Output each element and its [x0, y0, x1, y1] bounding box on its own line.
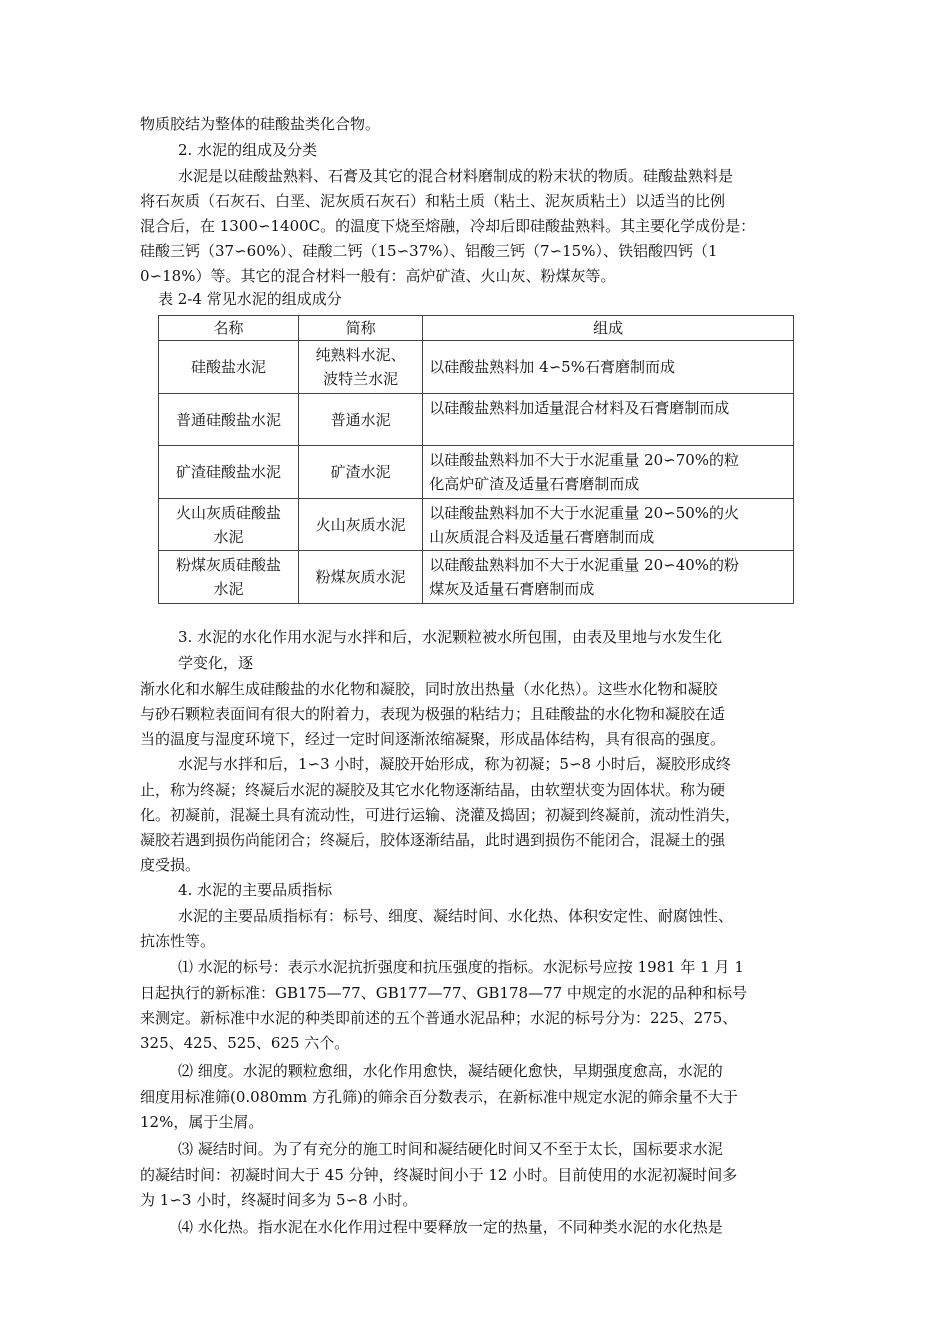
paragraph-line: 325、425、525、625 六个。	[140, 1034, 350, 1052]
table-row	[159, 394, 794, 446]
paragraph-line: ⑶ 凝结时间。为了有充分的施工时间和凝结硬化时间又不至于太长，国标要求水泥	[178, 1140, 723, 1158]
section-heading: 4. 水泥的主要品质指标	[178, 881, 333, 899]
table-row	[159, 341, 794, 394]
header-composition: 组成	[423, 316, 794, 341]
table-row	[159, 551, 794, 604]
paragraph-line: 0∽18%）等。其它的混合材料一般有：高炉矿渣、火山灰、粉煤灰等。	[140, 267, 616, 285]
paragraph-line: 抗冻性等。	[140, 932, 216, 950]
table-caption: 表 2-4 常见水泥的组成成分	[158, 290, 342, 308]
paragraph-line: 与砂石颗粒表面间有很大的附着力，表现为极强的粘结力；且硅酸盐的水化物和凝胶在适	[140, 705, 726, 723]
section-heading: 2. 水泥的组成及分类	[178, 141, 318, 159]
cell-composition: 以硅酸盐熟料加不大于水泥重量 20∽50%的火 山灰质混合料及适量石膏磨制而成	[423, 499, 794, 551]
paragraph-line: ⑵ 细度。水泥的颗粒愈细，水化作用愈快，凝结硬化愈快，早期强度愈高，水泥的	[178, 1062, 723, 1080]
paragraph-line: 日起执行的新标准：GB175—77、GB177—77、GB178—77 中规定的水泥的品种和标号	[140, 984, 747, 1002]
paragraph-line: 为 1∽3 小时，终凝时间多为 5∽8 小时。	[140, 1191, 418, 1209]
section-heading: 3. 水泥的水化作用水泥与水拌和后，水泥颗粒被水所包围，由表及里地与水发生化	[178, 628, 723, 646]
cell-abbr: 纯熟料水泥、 波特兰水泥	[299, 341, 423, 394]
cement-composition-table	[158, 315, 794, 604]
cell-composition: 以硅酸盐熟料加不大于水泥重量 20∽70%的粒 化高炉矿渣及适量石膏磨制而成	[423, 446, 794, 499]
cell-name: 粉煤灰质硅酸盐 水泥	[159, 551, 299, 604]
table-header-row	[159, 316, 794, 341]
paragraph-line: 渐水化和水解生成硅酸盐的水化物和凝胶，同时放出热量（水化热）。这些水化物和凝胶	[140, 680, 718, 698]
cell-composition: 以硅酸盐熟料加不大于水泥重量 20∽40%的粉 煤灰及适量石膏磨制而成	[423, 551, 794, 604]
paragraph-line: 物质胶结为整体的硅酸盐类化合物。	[140, 115, 381, 133]
paragraph-line: 凝胶若遇到损伤尚能闭合；终凝后，胶体逐渐结晶，此时遇到损伤不能闭合，混凝土的强	[140, 831, 726, 849]
paragraph-line: ⑷ 水化热。指水泥在水化作用过程中要释放一定的热量，不同种类水泥的水化热是	[178, 1218, 723, 1236]
header-name: 名称	[159, 316, 299, 341]
paragraph-line: 化。初凝前，混凝土具有流动性，可进行运输、浇灌及捣固；初凝到终凝前，流动性消失，	[140, 806, 741, 824]
table-row	[159, 499, 794, 551]
paragraph-line: ⑴ 水泥的标号：表示水泥抗折强度和抗压强度的指标。水泥标号应按 1981 年 1 月 1	[178, 958, 744, 976]
cell-abbr: 矿渣水泥	[299, 446, 423, 499]
paragraph-line: 12%，属于尘屑。	[140, 1113, 264, 1131]
cell-name: 普通硅酸盐水泥	[159, 394, 299, 446]
paragraph-line: 当的温度与湿度环境下，经过一定时间逐渐浓缩凝聚，形成晶体结构，具有很高的强度。	[140, 730, 726, 748]
paragraph-line: 学变化，逐	[178, 654, 254, 672]
paragraph-line: 硅酸三钙（37∽60%）、硅酸二钙（15∽37%）、铝酸三钙（7∽15%）、铁铝酸四钙（1	[140, 242, 718, 260]
paragraph-line: 水泥是以硅酸盐熟料、石膏及其它的混合材料磨制成的粉末状的物质。硅酸盐熟料是	[178, 167, 734, 185]
paragraph-line: 细度用标准筛(0.080mm 方孔筛)的筛余百分数表示，在新标准中规定水泥的筛余量不大于	[140, 1088, 738, 1106]
cell-name: 火山灰质硅酸盐 水泥	[159, 499, 299, 551]
paragraph-line: 混合后，在 1300∽1400C。的温度下烧至熔融，冷却后即硅酸盐熟料。其主要化学成份是：	[140, 217, 756, 235]
table-row	[159, 446, 794, 499]
paragraph-line: 止，称为终凝；终凝后水泥的凝胶及其它水化物逐渐结晶，由软塑状变为固体状。称为硬	[140, 781, 726, 799]
cell-name: 硅酸盐水泥	[159, 341, 299, 394]
cell-name: 矿渣硅酸盐水泥	[159, 446, 299, 499]
cell-composition: 以硅酸盐熟料加 4∽5%石膏磨制而成	[423, 341, 794, 394]
cell-abbr: 火山灰质水泥	[299, 499, 423, 551]
cell-abbr: 粉煤灰质水泥	[299, 551, 423, 604]
paragraph-line: 来测定。新标准中水泥的种类即前述的五个普通水泥品种；水泥的标号分为：225、275、	[140, 1009, 738, 1027]
paragraph-line: 将石灰质（石灰石、白垩、泥灰质石灰石）和粘土质（粘土、泥灰质粘土）以适当的比例	[140, 192, 726, 210]
paragraph-line: 水泥的主要品质指标有：标号、细度、凝结时间、水化热、体积安定性、耐腐蚀性、	[178, 907, 734, 925]
cell-abbr: 普通水泥	[299, 394, 423, 446]
paragraph-line: 的凝结时间：初凝时间大于 45 分钟，终凝时间小于 12 小时。目前使用的水泥初凝时间多	[140, 1166, 738, 1184]
cell-composition: 以硅酸盐熟料加适量混合材料及石膏磨制而成	[423, 394, 794, 446]
paragraph-line: 度受损。	[140, 856, 201, 874]
paragraph-line: 水泥与水拌和后，1∽3 小时，凝胶开始形成，称为初凝；5∽8 小时后，凝胶形成终	[178, 755, 731, 773]
header-abbr: 简称	[299, 316, 423, 341]
